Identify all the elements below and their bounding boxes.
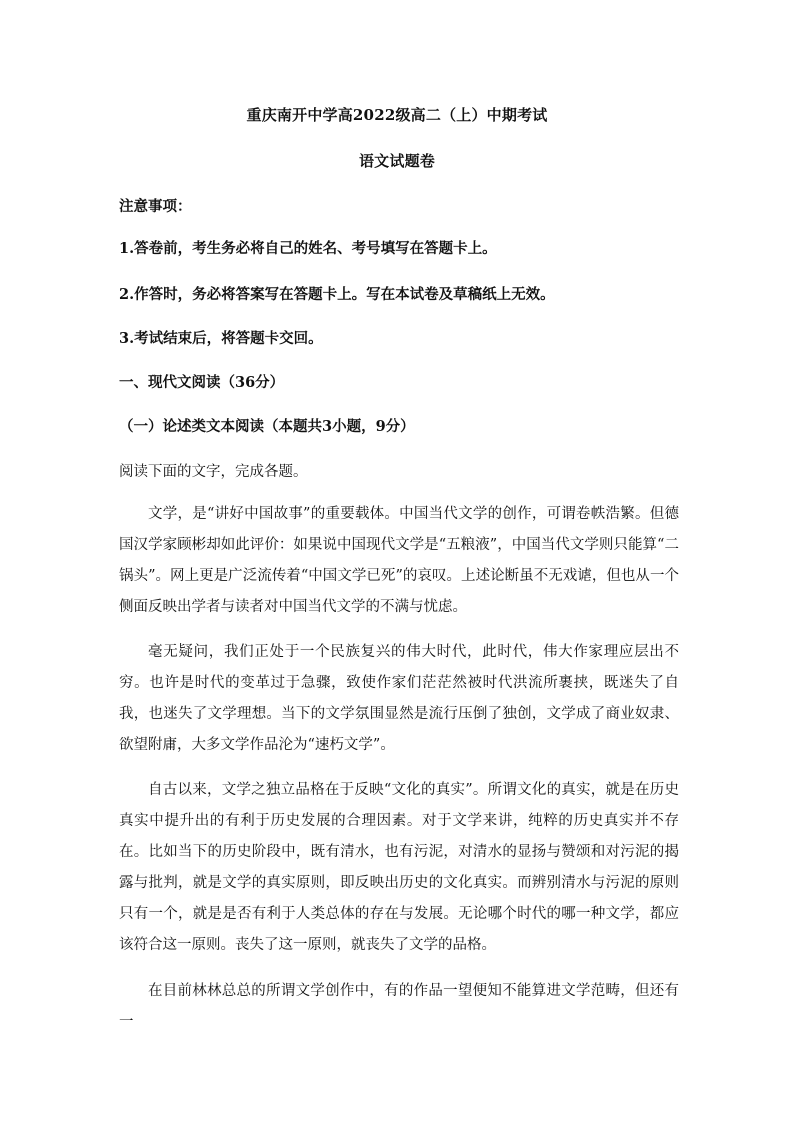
section-subheading: （一）论述类文本阅读（本题共3小题，9分） xyxy=(119,418,415,435)
section-heading: 一、现代文阅读（36分） xyxy=(119,374,285,391)
exam-title: 重庆南开中学高2022级高二（上）中期考试 xyxy=(246,106,548,124)
passage-paragraph-3: 自古以来，文学之独立品格在于反映“文化的真实”。所谓文化的真实，就是在历史真实中提升出的有利于历史发展的合理因素。对于文学来讲，纯粹的历史真实并不存在。比如当下的历史阶段中，既有清水，也有污泥，对清水的显扬与赞颂和对污泥的揭露与批判，就是文学的真实原则，即反映出历史的文化真实。而辨别清水与污泥的原则只有一个，就是是否有利于人类总体的存在与发展。无论哪个时代的哪一种文学，都应该符合这一原则。丧失了这一原则，就丧失了文学的品格。 xyxy=(119,782,679,953)
notice-heading: 注意事项： xyxy=(119,198,192,215)
notice-item-3: 3.考试结束后，将答题卡交回。 xyxy=(119,330,323,347)
notice-item-2: 2.作答时，务必将答案写在答题卡上。写在本试卷及草稿纸上无效。 xyxy=(119,286,555,303)
notice-item-1: 1.答卷前，考生务必将自己的姓名、考号填写在答题卡上。 xyxy=(119,240,497,257)
passage-paragraph-2: 毫无疑问，我们正处于一个民族复兴的伟大时代，此时代，伟大作家理应层出不穷。也许是时代的变革过于急骤，致使作家们茫茫然被时代洪流所裹挟，既迷失了自我，也迷失了文学理想。当下的文学氛围显然是流行压倒了独创，文学成了商业奴隶、欲望附庸，大多文学作品沦为“速朽文学”。 xyxy=(119,644,679,753)
passage-paragraph-1: 文学，是“讲好中国故事”的重要载体。中国当代文学的创作，可谓卷帙浩繁。但德国汉学家顾彬却如此评价：如果说中国现代文学是“五粮液”，中国当代文学则只能算“二锅头”。网上更是广泛流传着“中国文学已死”的哀叹。上述论断虽不无戏谑，但也从一个侧面反映出学者与读者对中国当代文学的不满与忧虑。 xyxy=(119,506,679,615)
reading-instruction: 阅读下面的文字，完成各题。 xyxy=(119,464,308,480)
exam-subtitle: 语文试题卷 xyxy=(358,152,435,170)
passage-paragraph-4: 在目前林林总总的所谓文学创作中，有的作品一望便知不能算进文学范畴，但还有一 xyxy=(119,983,679,1030)
